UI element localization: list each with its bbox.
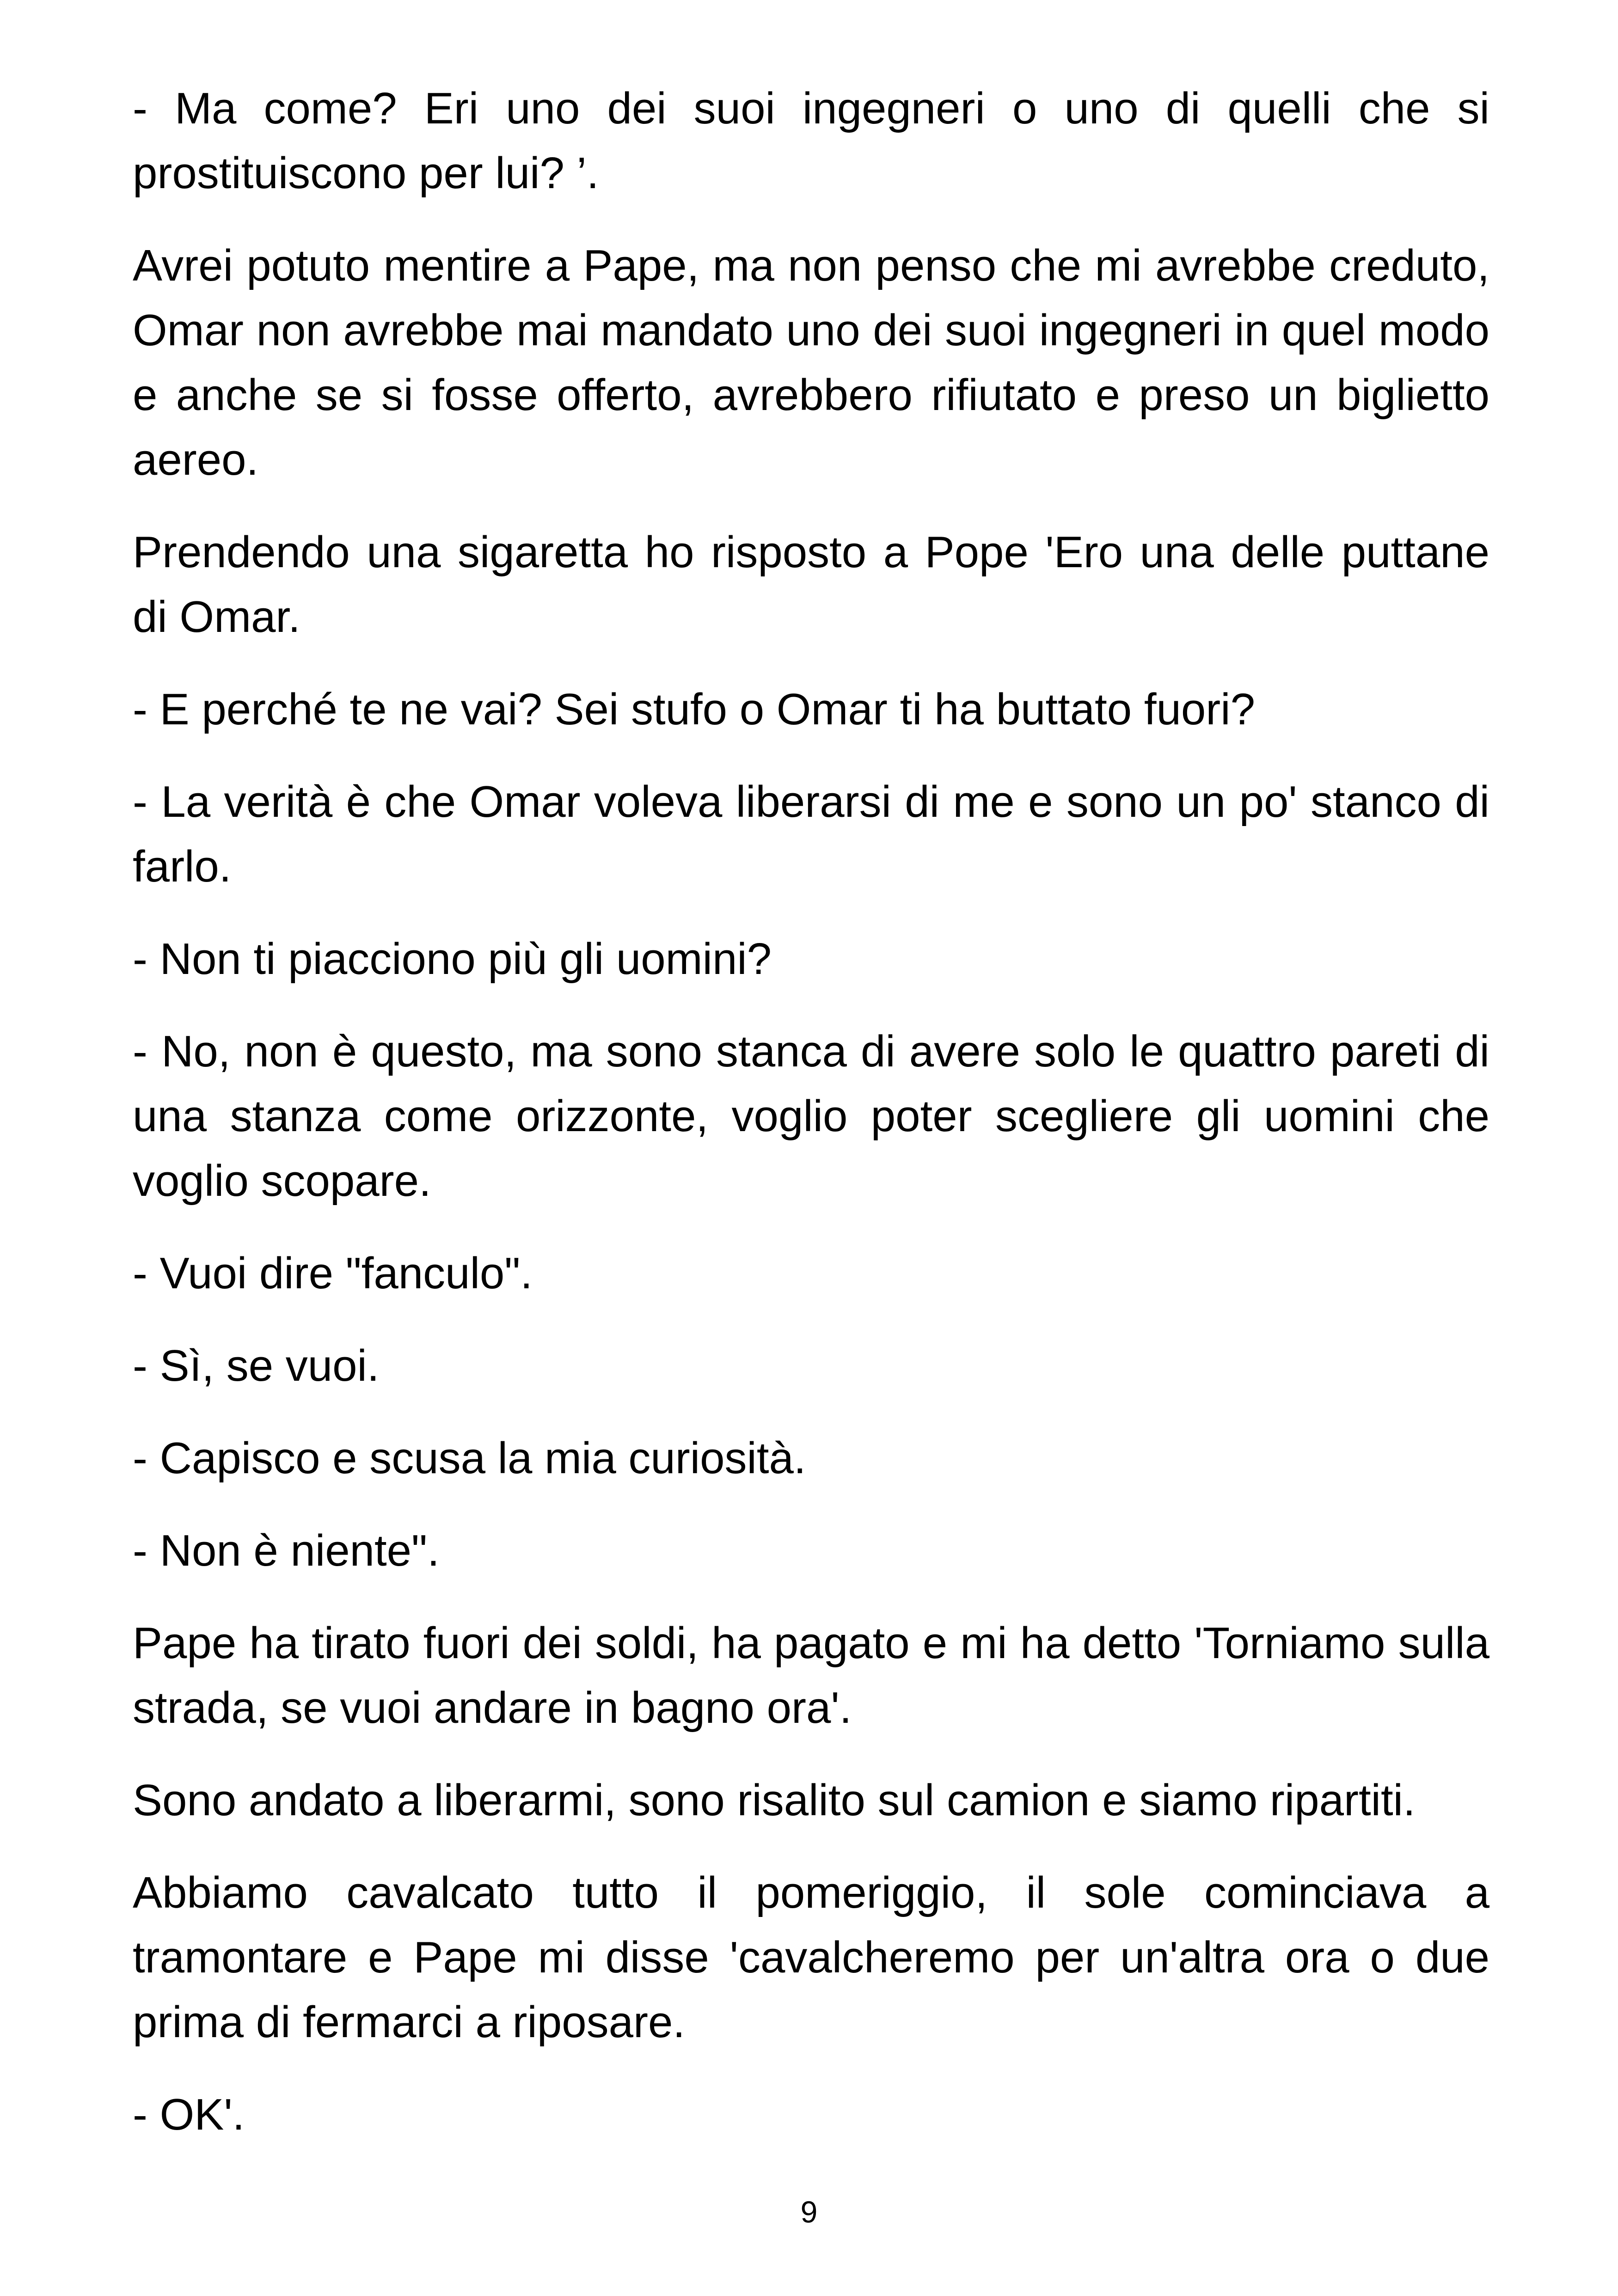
paragraph-6: - Non ti piacciono più gli uomini? [133,934,772,984]
paragraph-15: - OK'. [133,2090,245,2139]
paragraph-2: Avrei potuto mentire a Pape, ma non penso che mi avrebbe creduto, Omar non avrebbe mai mandato uno dei suoi ingegneri in quel modo e anche se si fosse offerto, avrebbero rifiutato e preso un biglietto aereo. [133,241,1489,484]
paragraph-9: - Sì, se vuoi. [133,1341,380,1390]
paragraph-1: - Ma come? Eri uno dei suoi ingegneri o uno di quelli che si prostituiscono per lui? ’. [133,84,1489,198]
body-text [133,76,1489,2175]
paragraph-3: Prendendo una sigaretta ho risposto a Pope 'Ero una delle puttane di Omar. [133,527,1489,642]
page-number: 9 [800,2195,818,2229]
paragraph-8: - Vuoi dire "fanculo". [133,1249,533,1298]
paragraph-14: Abbiamo cavalcato tutto il pomeriggio, il sole cominciava a tramontare e Pape mi disse 'cavalcheremo per un'altra ora o due prima di fermarci a riposare. [133,1868,1489,2047]
paragraph-12: Pape ha tirato fuori dei soldi, ha pagato e mi ha detto 'Torniamo sulla strada, se vuoi andare in bagno ora'. [133,1618,1489,1733]
paragraph-13: Sono andato a liberarmi, sono risalito sul camion e siamo ripartiti. [133,1776,1416,1825]
paragraph-7: - No, non è questo, ma sono stanca di avere solo le quattro pareti di una stanza come orizzonte, voglio poter scegliere gli uomini che voglio scopare. [133,1027,1489,1206]
paragraph-5: - La verità è che Omar voleva liberarsi di me e sono un po' stanco di farlo. [133,777,1489,891]
paragraph-11: - Non è niente". [133,1526,440,1575]
paragraph-4: - E perché te ne vai? Sei stufo o Omar ti ha buttato fuori? [133,685,1255,734]
paragraph-10: - Capisco e scusa la mia curiosità. [133,1433,806,1483]
